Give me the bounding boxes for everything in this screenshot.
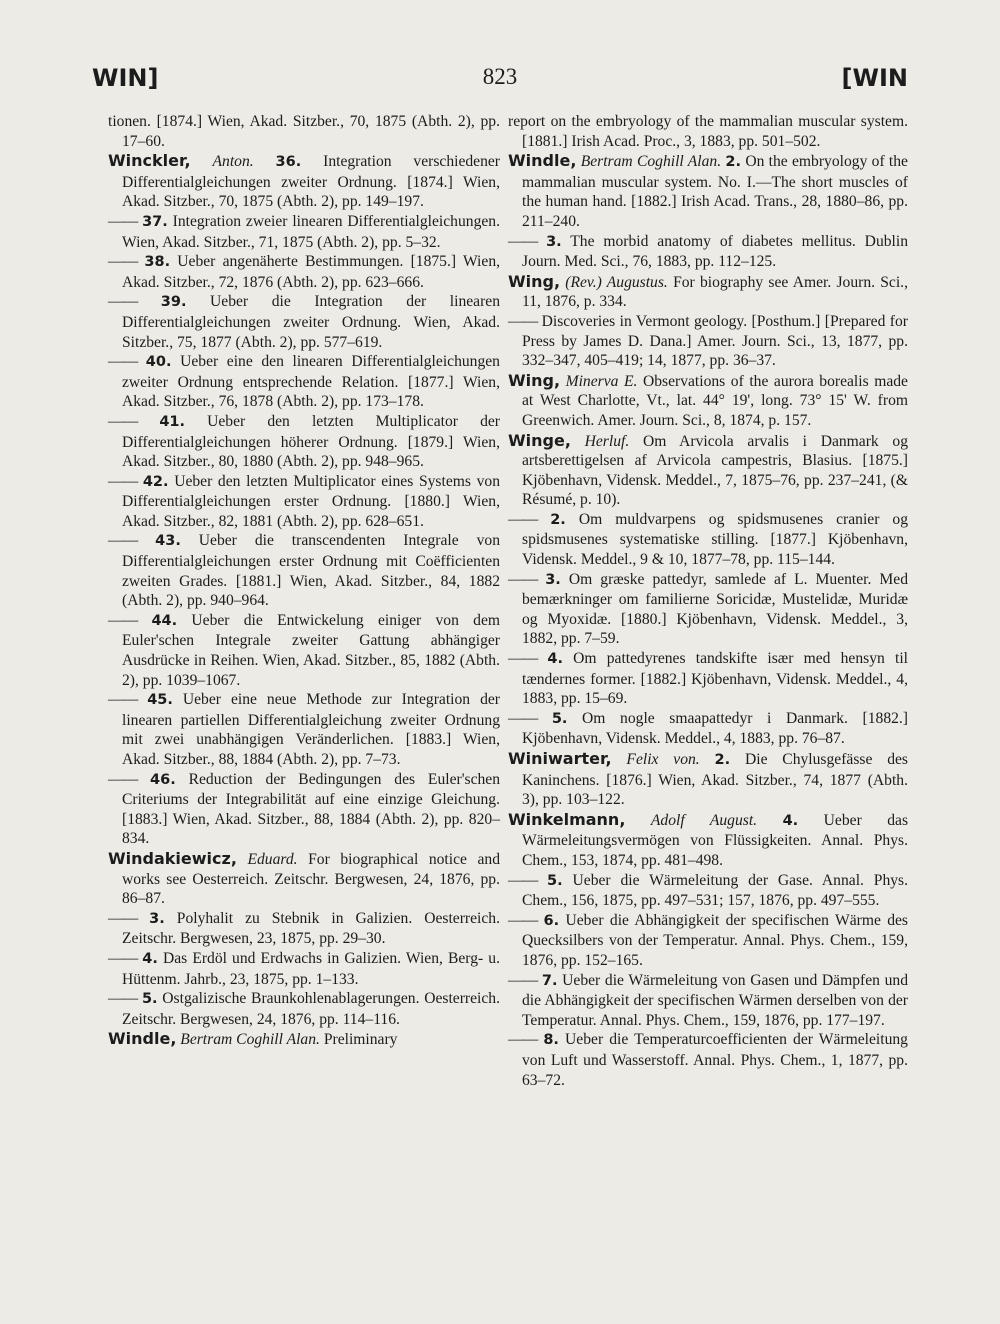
bibliography-entry	[108, 849, 500, 909]
bibliography-entry	[108, 352, 500, 412]
entry-text: For biographical notice and works see Oesterreich. Zeitschr. Bergwesen, 24, 1876, pp. 86–87.	[122, 850, 500, 908]
right-column	[508, 112, 908, 1090]
entry-number: 2.	[725, 154, 742, 171]
entry-number: 39.	[160, 294, 187, 311]
author-given-name: Eduard.	[247, 850, 298, 868]
bibliography-entry	[508, 112, 908, 151]
bibliography-entry	[108, 989, 500, 1029]
bibliography-entry	[508, 871, 908, 911]
entry-text: Ostgalizische Braunkohlenablagerungen. Oesterreich. Zeitschr. Bergwesen, 24, 1876, pp. 114–116.	[122, 990, 500, 1028]
continuation-dash: ——	[508, 709, 538, 727]
author-surname: Windakiewicz,	[108, 848, 237, 868]
author-surname: Winckler,	[108, 151, 191, 171]
author-surname: Winiwarter,	[508, 749, 612, 768]
entry-number: 37.	[142, 213, 168, 230]
entry-text: Ueber den letzten Multiplicator der Differentialgleichungen höherer Ordnung. [1879.] Wien, Akad. Sitzber., 80, 1880 (Abth. 2), pp. 948–965.	[122, 412, 500, 471]
author-given-name: Minerva E.	[565, 372, 638, 390]
author-surname: Winge,	[508, 430, 571, 450]
bibliography-entry	[508, 971, 908, 1031]
entry-text: Integration verschiedener Differentialgleichungen zweiter Ordnung. [1874.] Wien, Akad. Sitzber., 70, 1875 (Abth. 2), pp. 149–197.	[122, 153, 500, 211]
bibliography-entry	[108, 472, 500, 532]
bibliography-entry	[108, 212, 500, 252]
author-given-name: Anton.	[212, 153, 254, 171]
bibliography-entry	[108, 611, 500, 690]
bibliography-entry	[508, 272, 908, 312]
entry-text: Preliminary	[323, 1031, 398, 1049]
author-given-name: Felix von.	[626, 751, 700, 768]
author-given-name: Herluf.	[584, 432, 630, 450]
bibliography-entry	[508, 510, 908, 570]
continuation-dash: ——	[508, 570, 538, 588]
continuation-dash: ——	[108, 293, 138, 311]
entry-text: Ueber die Temperaturcoefficienten der Wärmeleitung von Luft und Wasserstoff. Annal. Phys. Chem., 1, 1877, pp. 63–72.	[522, 1031, 908, 1089]
bibliography-entry	[108, 252, 500, 292]
entry-text: Ueber die Integration der linearen Differentialgleichungen zweiter Ordnung. Wien, Akad. Sitzber., 75, 1877 (Abth. 2), pp. 577–619.	[122, 293, 500, 351]
entry-text: Ueber die Wärmeleitung der Gase. Annal. Phys. Chem., 156, 1875, pp. 497–531; 157, 1876, pp. 497–555.	[522, 871, 909, 910]
entry-number: 5.	[141, 991, 158, 1008]
continuation-dash: ——	[108, 990, 138, 1008]
entry-number: 41.	[159, 413, 185, 430]
author-given-name: (Rev.) Augustus.	[565, 273, 668, 291]
author-surname: Wing,	[508, 370, 561, 390]
bibliography-entry	[508, 570, 908, 649]
bibliography-entry	[108, 690, 500, 769]
entry-text: Om muldvarpens og spidsmusenes cranier og spidsmusenes systematiske stilling. [1877.] Kjöbenhavn, Vidensk. Meddel., 9 & 10, 1877–78, pp. 115–144.	[522, 510, 909, 569]
entry-text: Die Chylusgefässe des Kaninchens. [1876.] Wien, Akad. Sitzber., 74, 1877 (Abth. 3), pp. 103–122.	[522, 751, 908, 809]
entry-text: Polyhalit zu Stebnik in Galizien. Oesterreich. Zeitschr. Bergwesen, 23, 1875, pp. 29–30.	[122, 909, 500, 948]
author-surname: Winkelmann,	[508, 809, 626, 829]
bibliography-entry	[108, 949, 500, 989]
entry-number: 5.	[547, 872, 563, 889]
continuation-dash: ——	[508, 510, 538, 528]
continuation-dash: ——	[108, 212, 138, 230]
entry-text: Ueber den letzten Multiplicator eines Systems von Differentialgleichungen erster Ordnung. [1880.] Wien, Akad. Sitzber., 82, 1881 (Abth. 2), pp. 628–651.	[122, 472, 500, 530]
continuation-dash: ——	[508, 232, 538, 250]
continuation-dash: ——	[508, 650, 538, 668]
entry-text: Ueber das Wärmeleitungsvermögen von Flüssigkeiten. Annal. Phys. Chem., 153, 1874, pp. 481–498.	[522, 811, 909, 869]
bibliography-entry	[508, 371, 908, 431]
bibliography-entry	[508, 312, 908, 371]
entry-text: Om Arvicola arvalis i Danmark og artsberettigelsen af Arvicola campestris, Blasius. [1875.] Kjöbenhavn, Vidensk. Meddel., 7, 1875–76, pp. 237–241, (& Résumé, p. 10).	[522, 432, 908, 509]
entry-number: 6.	[543, 912, 560, 929]
continuation-dash: ——	[508, 312, 538, 330]
entry-number: 3.	[149, 910, 165, 927]
bibliography-entry	[508, 232, 908, 272]
continuation-dash: ——	[108, 909, 138, 927]
entry-number: 8.	[543, 1032, 559, 1049]
continuation-dash: ——	[108, 472, 138, 490]
entry-number: 40.	[145, 354, 172, 371]
entry-text: Om græske pattedyr, samlede af L. Muenter. Med bemærkninger om familierne Soricidæ, Mustelidæ, Muridæ og Myoxidæ. [1880.] Kjöbenhavn, Vidensk. Meddel., 3, 1882, pp. 7–59.	[522, 570, 908, 648]
entry-number: 2.	[550, 511, 566, 528]
bibliography-entry	[508, 709, 908, 749]
bibliography-entry	[508, 151, 908, 231]
continuation-dash: ——	[108, 770, 138, 788]
page-header	[92, 64, 908, 104]
entry-number: 4.	[547, 651, 563, 668]
bibliography-entry	[508, 431, 908, 510]
entry-number: 7.	[541, 972, 558, 989]
entry-number: 45.	[147, 692, 173, 709]
header-right-running-head: [WIN	[841, 64, 908, 92]
left-column	[108, 112, 500, 1050]
page-number: 823	[482, 64, 518, 89]
continuation-dash: ——	[108, 949, 138, 967]
entry-text: The morbid anatomy of diabetes mellitus. Dublin Journ. Med. Sci., 76, 1883, pp. 112–125.	[522, 232, 908, 271]
entry-number: 3.	[546, 233, 562, 250]
header-left-running-head: WIN]	[92, 64, 159, 92]
entry-number: 43.	[155, 533, 181, 550]
entry-text: tionen. [1874.] Wien, Akad. Sitzber., 70, 1875 (Abth. 2), pp. 17–60.	[108, 113, 500, 150]
entry-number: 4.	[142, 950, 158, 967]
author-given-name: Bertram Coghill Alan.	[180, 1031, 320, 1049]
bibliography-entry	[508, 1030, 908, 1090]
entry-number: 3.	[545, 571, 561, 588]
entry-number: 38.	[144, 254, 171, 271]
entry-text: Ueber eine neue Methode zur Integration der linearen partiellen Differentialgleichung zweiter Ordnung mit zwei unabhängigen Veränderlichen. [1883.] Wien, Akad. Sitzber., 88, 1884 (Abth. 2), pp. 7–73.	[122, 691, 500, 768]
bibliography-entry	[508, 810, 908, 871]
continuation-dash: ——	[508, 1031, 538, 1049]
continuation-dash: ——	[108, 691, 138, 709]
entry-text: report on the embryology of the mammalian muscular system. [1881.] Irish Acad. Proc., 3, 1883, pp. 501–502.	[508, 113, 908, 150]
entry-text: Ueber die Entwickelung einiger von dem Euler'schen Integrale zweiter Gattung abhängiger Ausdrücke in Reihen. Wien, Akad. Sitzber., 85, 1882 (Abth. 2), pp. 1039–1067.	[122, 611, 500, 689]
bibliography-entry	[108, 292, 500, 352]
entry-text: Ueber die Wärmeleitung von Gasen und Dämpfen und die Abhängigkeit der specifischen Wärmen derselben von der Temperatur. Annal. Phys. Chem., 159, 1876, pp. 177–197.	[522, 971, 908, 1029]
entry-number: 4.	[782, 812, 799, 829]
continuation-dash: ——	[108, 532, 138, 550]
author-surname: Windle,	[508, 151, 577, 171]
bibliography-entry	[508, 749, 908, 810]
entry-text: For biography see Amer. Journ. Sci., 11, 1876, p. 334.	[522, 273, 908, 311]
bibliography-entry	[108, 909, 500, 949]
entry-text: Das Erdöl und Erdwachs in Galizien. Wien, Berg- u. Hüttenm. Jahrb., 23, 1875, pp. 1–133.	[122, 949, 500, 988]
continuation-dash: ——	[108, 412, 138, 430]
entry-number: 46.	[150, 771, 176, 788]
bibliography-entry	[108, 112, 500, 151]
entry-text: Observations of the aurora borealis made at West Charlotte, Vt., lat. 44° 19', long. 73° 15' W. from Greenwich. Amer. Journ. Sci., 8, 1874, p. 157.	[522, 372, 908, 429]
entry-text: Ueber die transcendenten Integrale von Differentialgleichungen erster Ordnung mit Coëfficienten zweiten Grades. [1881.] Wien, Akad. Sitzber., 84, 1882 (Abth. 2), pp. 940–964.	[122, 532, 501, 610]
continuation-dash: ——	[508, 871, 538, 889]
entry-text: Discoveries in Vermont geology. [Posthum.] [Prepared for Press by James D. Dana.] Amer. Journ. Sci., 13, 1877, pp. 332–347, 405–419; 14, 1877, pp. 36–37.	[522, 312, 908, 370]
entry-number: 5.	[551, 710, 568, 727]
continuation-dash: ——	[508, 971, 538, 989]
bibliography-entry	[108, 1029, 500, 1050]
entry-text: Om nogle smaapattedyr i Danmark. [1882.] Kjöbenhavn, Vidensk. Meddel., 4, 1883, pp. 76–87.	[522, 709, 908, 748]
continuation-dash: ——	[508, 911, 538, 929]
entry-text: On the embryology of the mammalian muscular system. No. I.—The short muscles of the human hand. [1882.] Irish Acad. Trans., 28, 1880–86, pp. 211–240.	[522, 153, 908, 230]
entry-text: Integration zweier linearen Differentialgleichungen. Wien, Akad. Sitzber., 71, 1875 (Abth. 2), pp. 5–32.	[122, 212, 500, 251]
bibliography-entry	[108, 770, 500, 849]
entry-text: Ueber angenäherte Bestimmungen. [1875.] Wien, Akad. Sitzber., 72, 1876 (Abth. 2), pp. 623–666.	[122, 253, 501, 291]
bibliography-entry	[108, 531, 500, 610]
entry-text: Om pattedyrenes tandskifte især med hensyn til tændernes former. [1882.] Kjöbenhavn, Vidensk. Meddel., 4, 1883, pp. 15–69.	[522, 650, 908, 708]
entry-number: 42.	[142, 473, 169, 490]
entry-text: Ueber eine den linearen Differentialgleichungen zweiter Ordnung entsprechende Relation. [1877.] Wien, Akad. Sitzber., 76, 1878 (Abth. 2), pp. 173–178.	[122, 353, 500, 411]
continuation-dash: ——	[108, 353, 138, 371]
bibliography-entry	[108, 151, 500, 212]
entry-text: Ueber die Abhängigkeit der specifischen Wärme des Quecksilbers von der Temperatur. Annal. Phys. Chem., 159, 1876, pp. 152–165.	[522, 911, 908, 969]
continuation-dash: ——	[108, 611, 138, 629]
entry-number: 44.	[151, 612, 178, 629]
entry-number: 2.	[714, 752, 731, 768]
bibliography-entry	[108, 412, 500, 472]
author-surname: Wing,	[508, 271, 561, 291]
author-given-name: Adolf August.	[650, 811, 758, 829]
bibliography-entry	[508, 649, 908, 709]
entry-number: 36.	[275, 154, 302, 171]
bibliography-entry	[508, 911, 908, 971]
author-given-name: Bertram Coghill Alan.	[580, 153, 722, 171]
entry-text: Reduction der Bedingungen des Euler'schen Criteriums der Integrabilität auf eine einzige Gleichung. [1883.] Wien, Akad. Sitzber., 88, 1884 (Abth. 2), pp. 820–834.	[122, 770, 501, 848]
continuation-dash: ——	[108, 253, 138, 271]
author-surname: Windle,	[108, 1029, 177, 1049]
